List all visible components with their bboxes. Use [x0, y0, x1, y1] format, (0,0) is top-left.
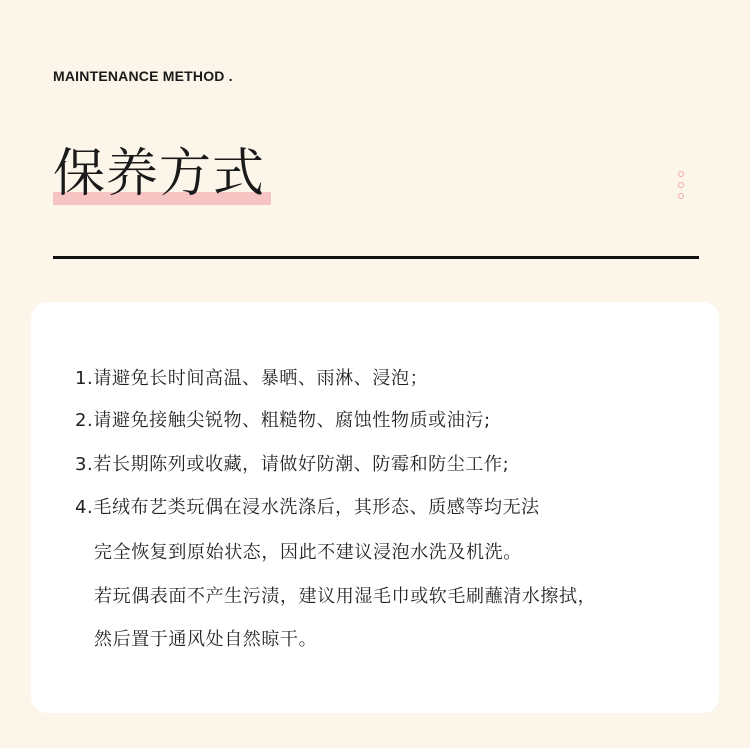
header-divider [53, 256, 699, 259]
dot-icon [678, 193, 684, 199]
instruction-line-1: 1.请避免长时间高温、暴晒、雨淋、浸泡； [75, 368, 429, 389]
instruction-line-4-cont-3: 然后置于通风处自然晾干。 [94, 629, 318, 650]
instruction-line-4-cont-2: 若玩偶表面不产生污渍，建议用湿毛巾或软毛刷蘸清水擦拭， [94, 586, 597, 607]
title-block [53, 138, 265, 210]
page-title: 保养方式 [53, 144, 266, 204]
decorative-dots-icon [678, 171, 688, 204]
dot-icon [678, 182, 684, 188]
section-eyebrow: MAINTENANCE METHOD . [53, 68, 233, 84]
dot-icon [678, 171, 684, 177]
instruction-line-2: 2.请避免接触尖锐物、粗糙物、腐蚀性物质或油污; [75, 410, 491, 431]
instruction-line-4-cont-1: 完全恢复到原始状态，因此不建议浸泡水洗及机洗。 [94, 542, 522, 563]
instructions-card [31, 302, 719, 713]
instruction-line-4: 4.毛绒布艺类玩偶在浸水洗涤后，其形态、质感等均无法 [75, 497, 540, 518]
instruction-line-3: 3.若长期陈列或收藏，请做好防潮、防霉和防尘工作; [75, 454, 510, 475]
